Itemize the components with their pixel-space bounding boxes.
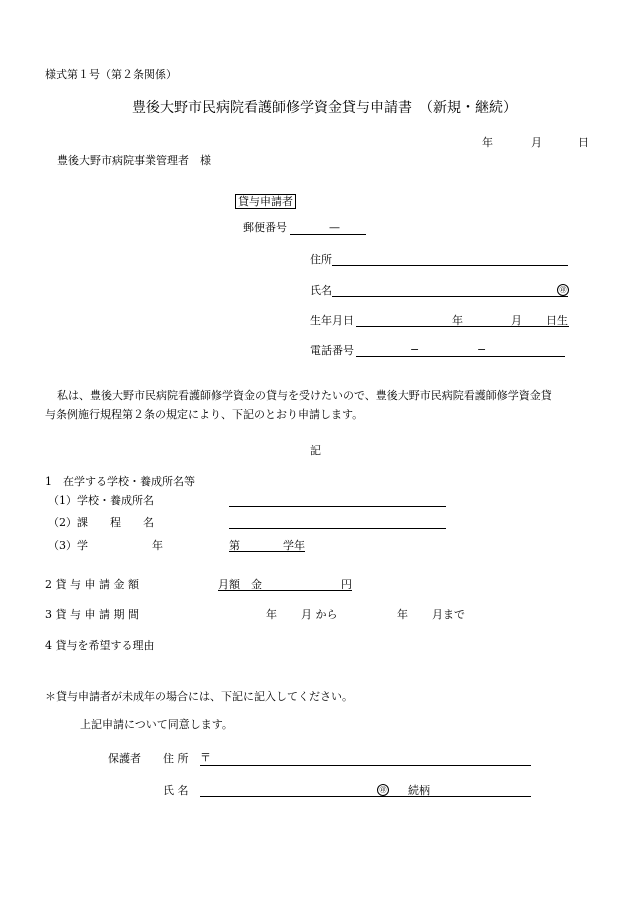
date-day-label: 日	[578, 136, 589, 149]
consent-text: 上記申請について同意します。	[80, 718, 233, 731]
period-start-year: 年	[266, 608, 277, 621]
school-name-field[interactable]	[229, 506, 446, 507]
date-year-label: 年	[482, 136, 493, 149]
phone-dash-2: −	[477, 343, 487, 356]
name-field[interactable]	[332, 296, 568, 297]
grade-suffix: 学年	[283, 539, 305, 552]
course-name-field[interactable]	[229, 528, 446, 529]
period-end-year: 年	[397, 608, 408, 621]
body-text-line2: 与条例施行規程第２条の規定により、下記のとおり申請します。	[45, 408, 364, 421]
school-name-label: （1）学校・養成所名	[48, 494, 154, 507]
address-field[interactable]	[332, 265, 568, 266]
guardian-name-label: 氏 名	[163, 784, 189, 797]
guardian-name-field[interactable]	[200, 796, 531, 797]
section3-heading: 3 貸 与 申 請 期 間	[45, 608, 139, 621]
birth-date-label: 生年月日	[310, 314, 354, 327]
guardian-address-field[interactable]	[200, 765, 531, 766]
guardian-postal-mark: 〒	[200, 751, 211, 764]
body-text-line1: 私は、豊後大野市民病院看護師修学資金の貸与を受けたいので、豊後大野市民病院看護師修学資金貸	[57, 389, 552, 402]
postal-code-label: 郵便番号	[243, 221, 287, 234]
birth-year-label: 年	[452, 314, 463, 327]
section4-heading: 4 貸与を希望する理由	[45, 639, 155, 652]
period-end-month: 月まで	[432, 608, 465, 621]
yen-label: 円	[341, 578, 352, 591]
section1-heading: 1 在学する学校・養成所名等	[45, 475, 195, 488]
grade-label-2: 年	[152, 539, 163, 552]
applicant-heading: 貸与申請者	[235, 194, 296, 209]
postal-code-dash: —	[329, 221, 340, 234]
grade-label: （3）学	[48, 539, 88, 552]
minor-note: ＊貸与申請者が未成年の場合には、下記に記入してください。	[45, 690, 353, 703]
addressee: 豊後大野市病院事業管理者 様	[57, 154, 211, 167]
monthly-amount-field[interactable]	[218, 590, 352, 591]
guardian-relation-label: 続柄	[408, 784, 430, 797]
guardian-seal-mark: ㊞	[377, 784, 389, 796]
address-label: 住所	[310, 253, 332, 266]
course-name-label: （2）課 程 名	[48, 516, 154, 529]
grade-field[interactable]	[229, 551, 305, 552]
phone-field[interactable]	[356, 356, 565, 357]
ki-heading: 記	[310, 444, 321, 457]
phone-label: 電話番号	[310, 344, 354, 357]
period-start-month: 月 から	[301, 608, 338, 621]
document-title: 豊後大野市民病院看護師修学資金貸与申請書 （新規・継続）	[132, 100, 517, 116]
postal-code-field[interactable]	[290, 234, 366, 235]
name-label: 氏名	[310, 284, 332, 297]
section2-heading: 2 貸 与 申 請 金 額	[45, 578, 139, 591]
birth-day-label: 日生	[546, 314, 568, 327]
birth-month-label: 月	[511, 314, 522, 327]
form-number: 様式第１号（第２条関係）	[45, 68, 177, 81]
date-month-label: 月	[531, 136, 542, 149]
seal-icon	[557, 283, 569, 296]
monthly-amount-label: 月額 金	[218, 578, 262, 591]
guardian-seal-icon	[377, 783, 389, 796]
guardian-address-label: 住 所	[163, 752, 189, 765]
grade-prefix: 第	[229, 539, 240, 552]
phone-dash-1: −	[410, 343, 420, 356]
guardian-label: 保護者	[108, 752, 141, 765]
seal-mark: ㊞	[557, 284, 569, 296]
